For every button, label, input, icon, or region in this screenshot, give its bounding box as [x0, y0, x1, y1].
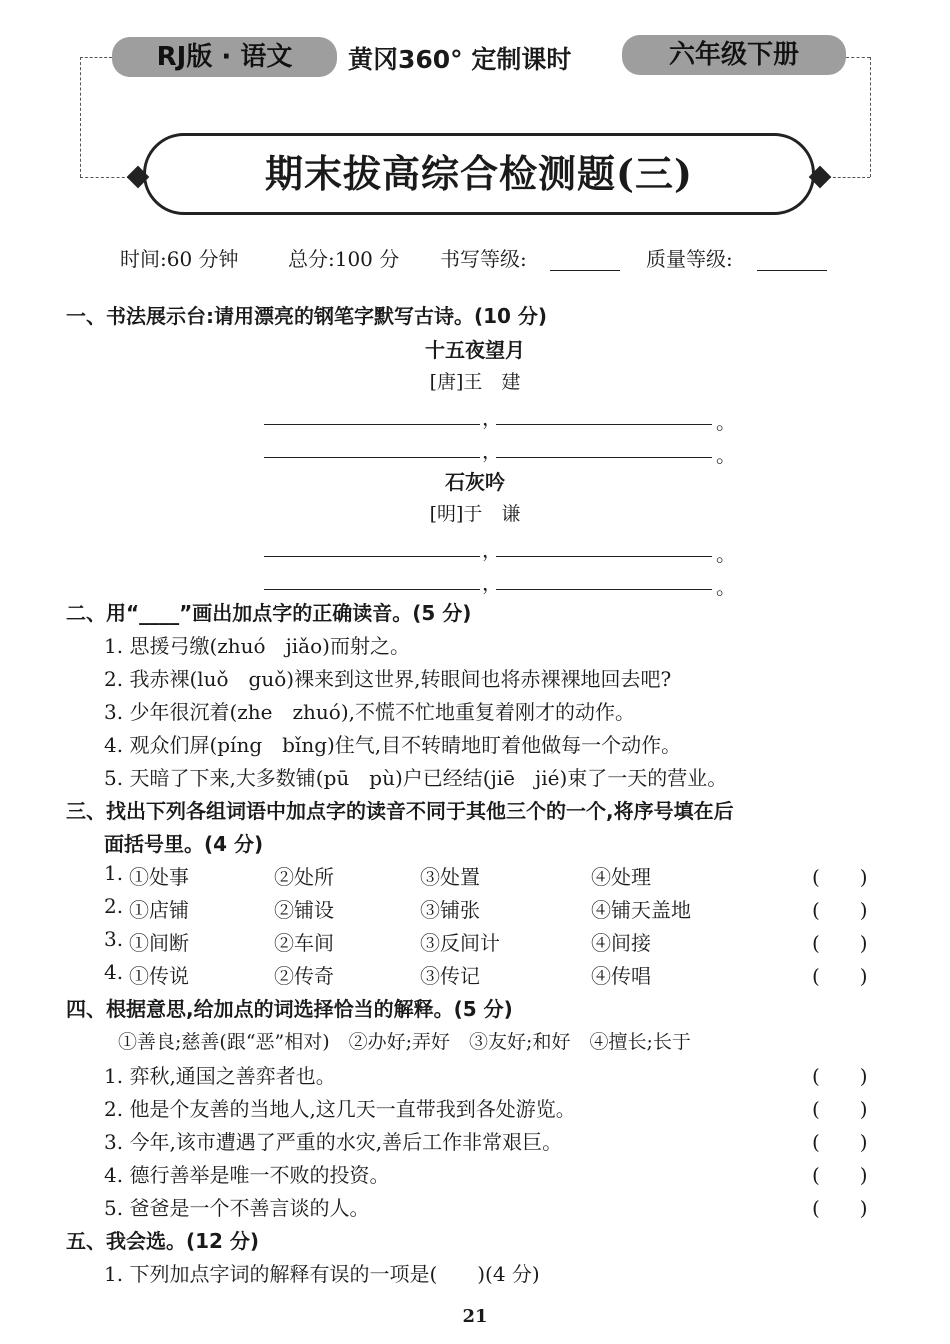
answer-paren[interactable]: ( )	[812, 964, 868, 988]
sec2-item-1: 1. 思援弓缴(zhuó jiǎo)而射之。	[104, 634, 410, 658]
header-dash-left-vertical	[80, 57, 81, 177]
poem-2-line-1	[264, 534, 736, 566]
poem-2-title: 石灰吟	[445, 470, 505, 494]
answer-paren[interactable]: ( )	[812, 1196, 868, 1220]
section-3-heading-line-2: 面括号里。(4 分)	[104, 832, 264, 856]
sec4-item-4: 4. 德行善举是唯一不败的投资。	[104, 1163, 390, 1187]
poem-blank[interactable]	[496, 402, 712, 425]
section-4-heading: 四、根据意思,给加点的词选择恰当的解释。(5 分)	[66, 997, 513, 1021]
sec3-row-4-a: ①传说	[129, 964, 189, 988]
section-1-heading: 一、书法展示台:请用漂亮的钢笔字默写古诗。(10 分)	[66, 304, 548, 328]
header-dash-left	[80, 57, 112, 58]
poem-blank[interactable]	[264, 567, 480, 590]
answer-paren[interactable]: ( )	[812, 931, 868, 955]
comma: ，	[482, 439, 502, 463]
info-total: 总分:100 分	[288, 247, 400, 271]
answer-paren[interactable]: ( )	[812, 898, 868, 922]
page-title: 期末拔高综合检测题(三)	[265, 151, 693, 196]
comma: ，	[482, 571, 502, 595]
header-left-badge: RJ版 · 语文	[112, 37, 337, 77]
poem-2-line-2	[264, 567, 736, 599]
info-writing-label: 书写等级:	[440, 247, 527, 271]
section-5-heading: 五、我会选。(12 分)	[66, 1229, 260, 1253]
info-quality-label: 质量等级:	[646, 247, 733, 271]
period: 。	[716, 575, 736, 599]
poem-blank[interactable]	[264, 435, 480, 458]
poem-1-author: [唐]王 建	[429, 371, 521, 393]
header-center-text: 黄冈360° 定制课时	[348, 45, 572, 74]
sec3-row-3-num: 3.	[104, 927, 124, 951]
sec3-row-2-a: ①店铺	[129, 898, 189, 922]
answer-paren[interactable]: ( )	[812, 1064, 868, 1088]
info-time: 时间:60 分钟	[120, 247, 239, 271]
comma: ，	[482, 406, 502, 430]
quality-grade-blank[interactable]	[757, 246, 827, 271]
sec5-item-1: 1. 下列加点字词的解释有误的一项是( )(4 分)	[104, 1262, 540, 1286]
period: 。	[716, 443, 736, 467]
sec3-row-3-b: ②车间	[274, 931, 334, 955]
sec2-item-3: 3. 少年很沉着(zhe zhuó),不慌不忙地重复着刚才的动作。	[104, 700, 635, 724]
sec4-item-5: 5. 爸爸是一个不善言谈的人。	[104, 1196, 370, 1220]
sec4-item-1: 1. 弈秋,通国之善弈者也。	[104, 1064, 336, 1088]
sec3-row-1-d: ④处理	[591, 865, 651, 889]
sec2-item-5: 5. 天暗了下来,大多数铺(pū pù)户已经结(jiē jié)束了一天的营业。	[104, 766, 728, 790]
poem-blank[interactable]	[264, 402, 480, 425]
answer-paren[interactable]: ( )	[812, 1130, 868, 1154]
sec3-row-3-d: ④间接	[591, 931, 651, 955]
poem-1-line-2	[264, 435, 736, 467]
sec4-options: ①善良;慈善(跟“恶”相对) ②办好;弄好 ③友好;和好 ④擅长;长于	[118, 1031, 691, 1053]
sec3-row-4-num: 4.	[104, 960, 124, 984]
sec4-item-3: 3. 今年,该市遭遇了严重的水灾,善后工作非常艰巨。	[104, 1130, 563, 1154]
poem-blank[interactable]	[496, 567, 712, 590]
period: 。	[716, 542, 736, 566]
section-2-heading: 二、用“____”画出加点字的正确读音。(5 分)	[66, 601, 472, 625]
sec3-row-1-a: ①处事	[129, 865, 189, 889]
sec3-row-3-a: ①间断	[129, 931, 189, 955]
answer-paren[interactable]: ( )	[812, 1097, 868, 1121]
header-dash-right	[846, 57, 870, 58]
header-dash-left-bottom	[80, 177, 130, 178]
poem-blank[interactable]	[496, 534, 712, 557]
sec3-row-3-c: ③反间计	[420, 931, 500, 955]
sec3-row-2-d: ④铺天盖地	[591, 898, 691, 922]
sec2-item-4: 4. 观众们屏(píng bǐng)住气,目不转睛地盯着他做每一个动作。	[104, 733, 682, 757]
answer-paren[interactable]: ( )	[812, 1163, 868, 1187]
sec3-row-1-b: ②处所	[274, 865, 334, 889]
sec3-row-4-b: ②传奇	[274, 964, 334, 988]
sec3-row-4-c: ③传记	[420, 964, 480, 988]
writing-grade-blank[interactable]	[550, 246, 620, 271]
section-3-heading-line-1: 三、找出下列各组词语中加点字的读音不同于其他三个的一个,将序号填在后	[66, 799, 734, 823]
sec3-row-2-num: 2.	[104, 894, 124, 918]
sec2-item-2: 2. 我赤裸(luǒ guǒ)裸来到这世界,转眼间也将赤裸裸地回去吧?	[104, 667, 672, 691]
sec3-row-4-d: ④传唱	[591, 964, 651, 988]
answer-paren[interactable]: ( )	[812, 865, 868, 889]
header-right-badge: 六年级下册	[622, 35, 846, 75]
page-number: 21	[462, 1306, 488, 1327]
poem-1-line-1	[264, 402, 736, 434]
sec3-row-1-c: ③处置	[420, 865, 480, 889]
poem-2-author: [明]于 谦	[429, 503, 521, 525]
sec3-row-2-b: ②铺设	[274, 898, 334, 922]
poem-blank[interactable]	[264, 534, 480, 557]
period: 。	[716, 410, 736, 434]
header-dash-right-bottom	[828, 177, 870, 178]
sec3-row-2-c: ③铺张	[420, 898, 480, 922]
sec4-item-2: 2. 他是个友善的当地人,这几天一直带我到各处游览。	[104, 1097, 576, 1121]
poem-1-title: 十五夜望月	[425, 338, 525, 362]
header-dash-right-vertical	[870, 57, 871, 177]
poem-blank[interactable]	[496, 435, 712, 458]
comma: ，	[482, 538, 502, 562]
sec3-row-1-num: 1.	[104, 861, 124, 885]
